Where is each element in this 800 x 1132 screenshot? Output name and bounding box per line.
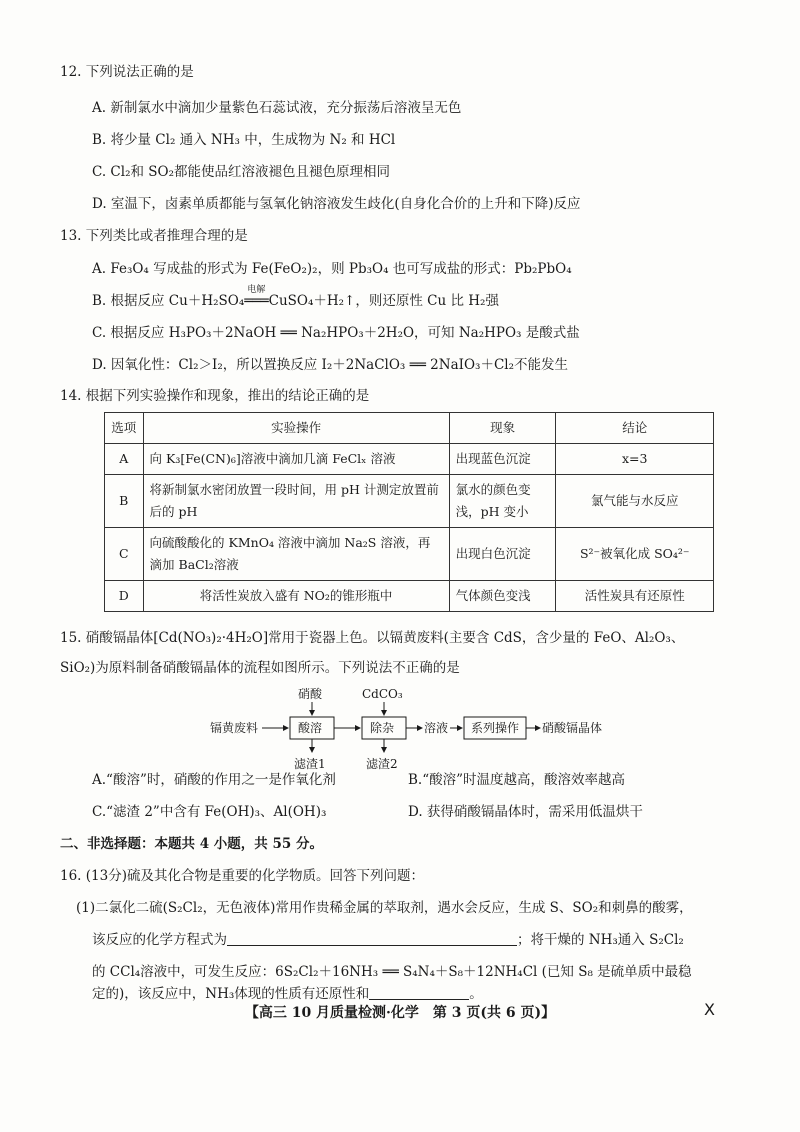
row-d-option: D — [105, 581, 144, 612]
q13-option-a: A. Fe₃O₄ 写成盐的形式为 Fe(FeO₂)₂，则 Pb₃O₄ 也可写成盐的形式：Pb₂PbO₄ — [92, 261, 572, 277]
flow-solution: 溶液 — [424, 721, 449, 735]
q12-option-d: D. 室温下，卤素单质都能与氢氧化钠溶液发生歧化(自身化合价的上升和下降)反应 — [92, 196, 581, 212]
flow-end: 硝酸镉晶体 — [542, 721, 603, 735]
q16-p1-line4-pre: 定的)，该反应中，NH₃体现的性质有还原性和 — [92, 986, 370, 1002]
corner-mark: X — [704, 1000, 715, 1019]
answer-blank[interactable] — [369, 985, 469, 1000]
q15-option-b: B.“酸溶”时温度越高，酸溶效率越高 — [408, 772, 626, 788]
q13-option-b — [92, 285, 499, 311]
header-operation: 实验操作 — [143, 413, 449, 444]
process-flowchart — [210, 684, 630, 784]
flow-residue1: 滤渣1 — [294, 757, 326, 771]
row-a-phenomenon: 出现蓝色沉淀 — [449, 444, 556, 475]
flow-box-purify-label: 除杂 — [370, 721, 395, 735]
section-heading: 二、非选择题：本题共 4 小题，共 55 分。 — [60, 836, 323, 852]
row-d-phenomenon: 气体颜色变浅 — [449, 581, 556, 612]
q16-p1-line4-post: 。 — [469, 986, 483, 1002]
row-c-conclusion: S²⁻被氧化成 SO₄²⁻ — [556, 528, 714, 581]
row-d-conclusion: 活性炭具有还原性 — [556, 581, 714, 612]
electrolysis-equals: 电解 ═══ — [244, 291, 268, 311]
header-phenomenon: 现象 — [449, 413, 556, 444]
header-option: 选项 — [105, 413, 144, 444]
flow-reagent-nitric: 硝酸 — [298, 687, 323, 701]
page-footer: 【高三 10 月质量检测·化学 第 3 页(共 6 页)】 — [244, 1005, 556, 1021]
q12-option-a: A. 新制氯水中滴加少量紫色石蕊试液，充分振荡后溶液呈无色 — [92, 100, 462, 116]
flow-reagent-cdco3: CdCO₃ — [362, 687, 403, 701]
q15-stem-line1: 15. 硝酸镉晶体[Cd(NO₃)₂·4H₂O]常用于瓷器上色。以镉黄废料(主要含 CdS，含少量的 FeO、Al₂O₃、 — [60, 630, 685, 646]
flow-box-series-label: 系列操作 — [471, 721, 520, 735]
table-row — [105, 444, 714, 475]
table-header-row — [105, 413, 714, 444]
q16-p1-line4 — [92, 984, 483, 1004]
row-b-operation: 将新制氯水密闭放置一段时间，用 pH 计测定放置前后的 pH — [143, 475, 449, 528]
q16-p1-line2 — [92, 930, 684, 950]
row-c-option: C — [105, 528, 144, 581]
answer-blank[interactable] — [227, 931, 517, 946]
q13-option-d: D. 因氧化性：Cl₂＞I₂，所以置换反应 I₂＋2NaClO₃ ══ 2NaIO₃＋Cl₂不能发生 — [92, 357, 568, 373]
q16-p1-line3: 的 CCl₄溶液中，可发生反应：6S₂Cl₂＋16NH₃ ══ S₄N₄＋S₈＋12NH₄Cl (已知 S₈ 是硫单质中最稳 — [92, 964, 692, 980]
q12-option-c: C. Cl₂和 SO₂都能使品红溶液褪色且褪色原理相同 — [92, 164, 391, 180]
row-b-phenomenon: 氯水的颜色变浅，pH 变小 — [449, 475, 556, 528]
flow-start: 镉黄废料 — [210, 721, 259, 735]
row-d-operation: 将活性炭放入盛有 NO₂的锥形瓶中 — [143, 581, 449, 612]
experiment-table — [104, 412, 714, 612]
q15-option-d: D. 获得硝酸镉晶体时，需采用低温烘干 — [408, 804, 643, 820]
flow-box-acid-label: 酸溶 — [298, 721, 323, 735]
row-a-option: A — [105, 444, 144, 475]
table-row — [105, 475, 714, 528]
q12-stem: 12. 下列说法正确的是 — [60, 64, 194, 80]
q16-p1-line2-pre: 该反应的化学方程式为 — [92, 932, 227, 948]
row-c-operation: 向硫酸酸化的 KMnO₄ 溶液中滴加 Na₂S 溶液，再滴加 BaCl₂溶液 — [143, 528, 449, 581]
q16-stem: 16. (13分)硫及其化合物是重要的化学物质。回答下列问题： — [60, 868, 424, 884]
q13-b-condition: 电解 — [247, 285, 266, 295]
q16-p1-line1: (1)二氯化二硫(S₂Cl₂，无色液体)常用作贵稀金属的萃取剂，遇水会反应，生成 S、SO₂和刺鼻的酸雾， — [76, 900, 693, 916]
table-row — [105, 581, 714, 612]
table-row — [105, 528, 714, 581]
header-conclusion: 结论 — [556, 413, 714, 444]
q12-option-b: B. 将少量 Cl₂ 通入 NH₃ 中，生成物为 N₂ 和 HCl — [92, 132, 396, 148]
q13-b-post: CuSO₄＋H₂↑，则还原性 Cu 比 H₂强 — [268, 293, 499, 309]
q15-option-c: C.“滤渣 2”中含有 Fe(OH)₃、Al(OH)₃ — [92, 804, 327, 820]
q13-stem: 13. 下列类比或者推理合理的是 — [60, 228, 248, 244]
row-c-phenomenon: 出现白色沉淀 — [449, 528, 556, 581]
q14-stem: 14. 根据下列实验操作和现象，推出的结论正确的是 — [60, 388, 370, 404]
row-b-conclusion: 氯气能与水反应 — [556, 475, 714, 528]
row-a-operation: 向 K₃[Fe(CN)₆]溶液中滴加几滴 FeClₓ 溶液 — [143, 444, 449, 475]
q15-stem-line2: SiO₂)为原料制备硝酸镉晶体的流程如图所示。下列说法不正确的是 — [60, 660, 460, 676]
q16-p1-line2-post: ；将干燥的 NH₃通入 S₂Cl₂ — [517, 932, 684, 948]
flow-residue2: 滤渣2 — [366, 757, 398, 771]
q13-b-pre: B. 根据反应 Cu＋H₂SO₄ — [92, 293, 245, 309]
row-a-conclusion: x=3 — [556, 444, 714, 475]
row-b-option: B — [105, 475, 144, 528]
q15-option-a: A.“酸溶”时，硝酸的作用之一是作氧化剂 — [92, 772, 336, 788]
q13-option-c: C. 根据反应 H₃PO₃＋2NaOH ══ Na₂HPO₃＋2H₂O，可知 Na₂HPO₃ 是酸式盐 — [92, 325, 580, 341]
